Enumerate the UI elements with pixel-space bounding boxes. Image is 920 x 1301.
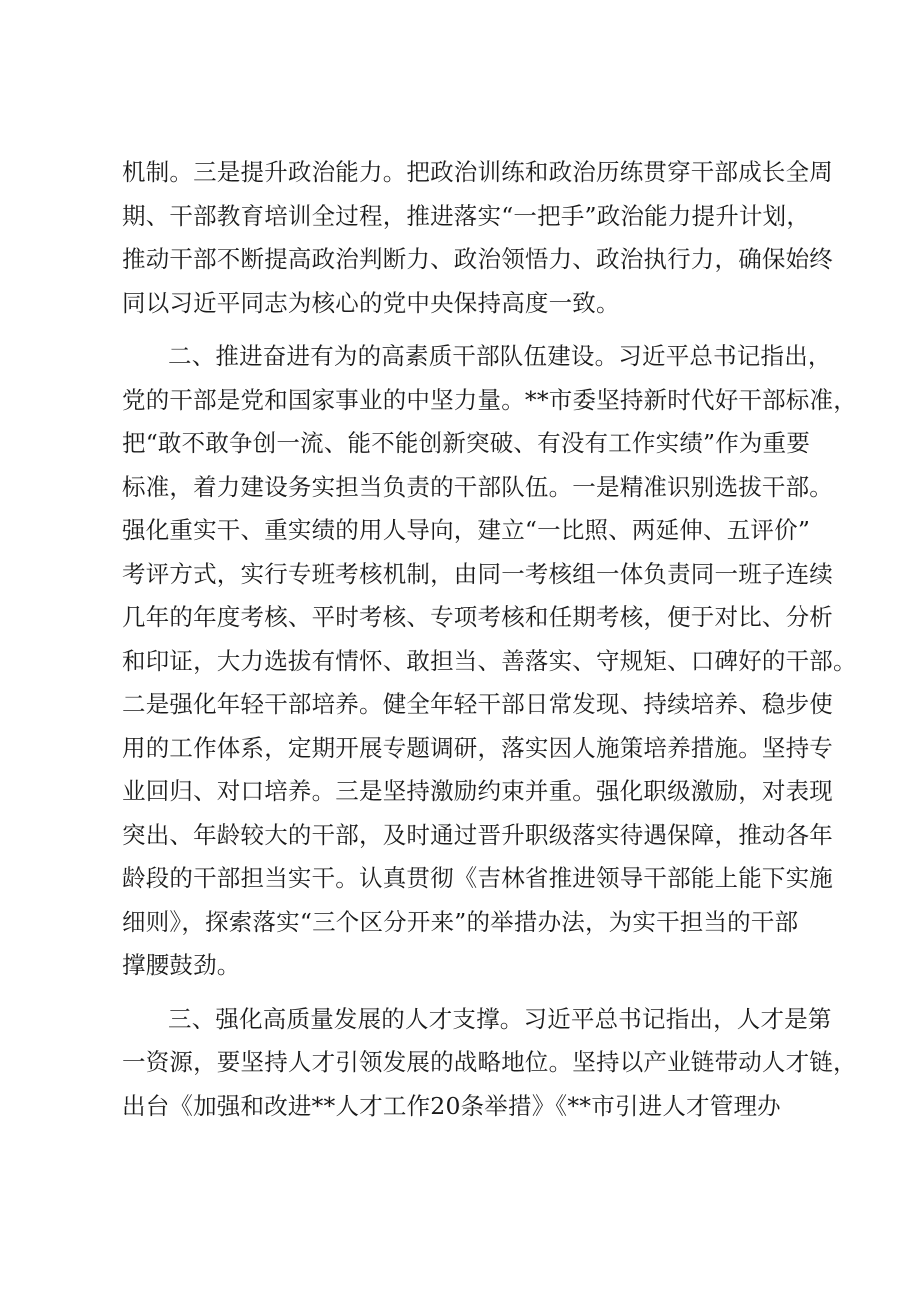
text-line: 同以习近平同志为核心的党中央保持高度一致。 — [122, 288, 620, 317]
paragraph-gap — [122, 325, 812, 335]
document-body — [122, 151, 857, 1128]
text-line: 机制。三是提升政治能力。把政治训练和政治历练贯穿干部成长全周 — [122, 158, 833, 186]
text-line: 强化重实干、重实绩的用人导向，建立“一比照、两延伸、五评价” — [122, 516, 811, 544]
text-line: 二是强化年轻干部培养。健全年轻干部日常发现、持续培养、稳步使 — [122, 690, 833, 718]
text-line: 期、干部教育培训全过程，推进落实“一把手”政治能力提升计划， — [122, 201, 811, 230]
text-line: 细则》，探索落实“三个区分开来”的举措办法，为实干担当的干部 — [122, 907, 799, 936]
text-line: 一资源，要坚持人才引领发展的战略地位。坚持以产业链带动人才链， — [122, 1048, 857, 1076]
text-line: 突出、年龄较大的干部，及时通过晋升职级落实待遇保障，推动各年 — [122, 820, 833, 849]
text-line: 标准，着力建设务实担当负责的干部队伍。一是精准识别选拔干部。 — [122, 472, 833, 501]
text-line: 把“敢不敢争创一流、能不能创新突破、有没有工作实绩”作为重要 — [122, 429, 811, 457]
text-line: 考评方式，实行专班考核机制，由同一考核组一体负责同一班子连续 — [122, 559, 833, 588]
text-line: 党的干部是党和国家事业的中坚力量。**市委坚持新时代好干部标准， — [122, 385, 857, 414]
text-line: 三、强化高质量发展的人才支撑。习近平总书记指出，人才是第 — [168, 1004, 832, 1033]
text-line: 用的工作体系，定期开展专题调研，落实因人施策培养措施。坚持专 — [122, 733, 833, 762]
paragraph-cadre-team — [122, 335, 857, 988]
text-line: 出台《加强和改进**人才工作20条举措》《**市引进人才管理办 — [122, 1091, 781, 1120]
text-line: 推动干部不断提高政治判断力、政治领悟力、政治执行力，确保始终 — [122, 245, 833, 273]
text-line: 龄段的干部担当实干。认真贯彻《吉林省推进领导干部能上能下实施 — [122, 864, 833, 892]
text-line: 二、推进奋进有为的高素质干部队伍建设。习近平总书记指出， — [168, 342, 832, 370]
text-line: 几年的年度考核、平时考核、专项考核和任期考核，便于对比、分析 — [122, 603, 833, 631]
text-line: 业回归、对口培养。三是坚持激励约束并重。强化职级激励，对表现 — [122, 777, 833, 805]
text-line: 撑腰鼓劲。 — [122, 951, 241, 979]
paragraph-political-ability — [122, 151, 833, 325]
text-line: 和印证，大力选拔有情怀、敢担当、善落实、守规矩、口碑好的干部。 — [122, 646, 857, 675]
paragraph-talent-support — [122, 998, 857, 1129]
paragraph-gap — [122, 988, 812, 998]
